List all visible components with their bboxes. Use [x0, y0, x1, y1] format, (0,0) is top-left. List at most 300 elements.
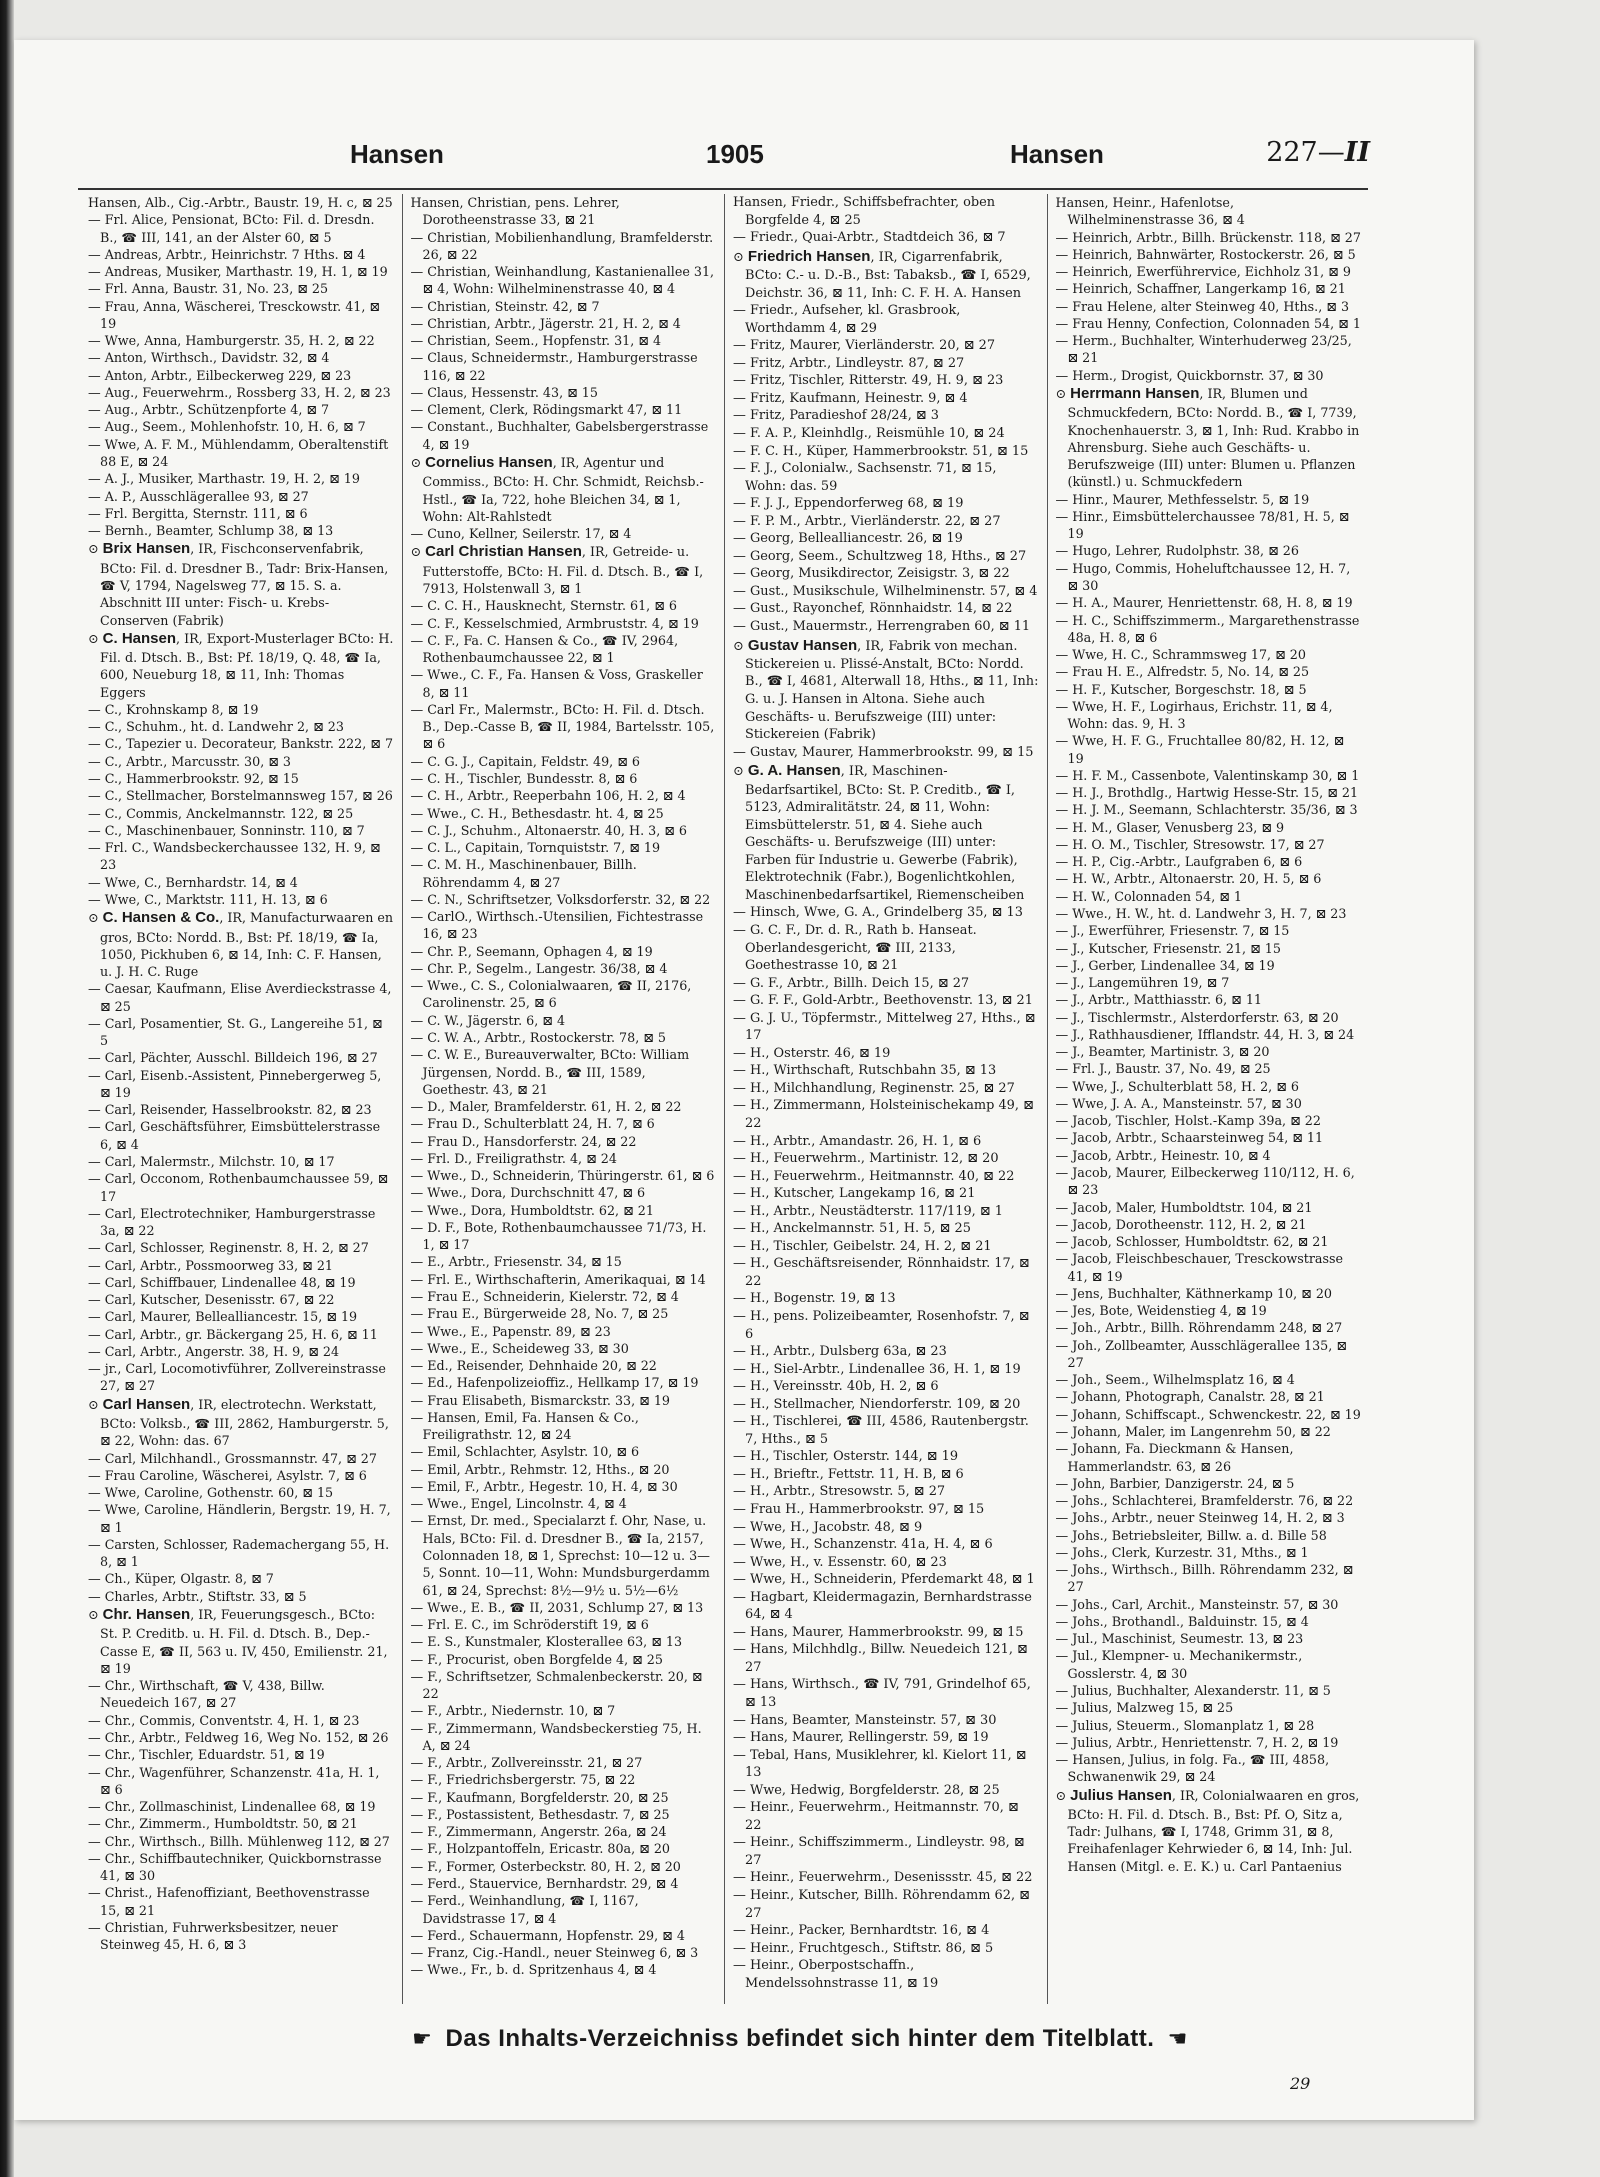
directory-entry: — Johann, Schiffscapt., Schwenckestr. 22, ⊠ 19 [1055, 1406, 1361, 1422]
directory-entry: — F., Arbtr., Zollvereinsstr. 21, ⊠ 27 [410, 1755, 643, 1771]
directory-entry: — Carl, Geschäftsführer, Eimsbüttelerstrasse 6, ⊠ 4 [88, 1119, 381, 1152]
directory-entry: — Fritz, Tischler, Ritterstr. 49, H. 9, ⊠ 23 [733, 373, 1004, 389]
directory-entry: — H., Tischler, Osterstr. 144, ⊠ 19 [733, 1449, 959, 1465]
directory-entry: — Carl Fr., Malermstr., BCto: H. Fil. d. Dtsch. B., Dep.-Casse B, ☎ II, 1984, Bartelsstr. 105, ⊠ 6 [410, 701, 715, 752]
directory-entry: — Anton, Wirthsch., Davidstr. 32, ⊠ 4 [88, 350, 330, 366]
directory-entry: — Carl, Arbtr., Angerstr. 38, H. 9, ⊠ 24 [88, 1343, 340, 1359]
directory-entry: — Friedr., Aufseher, kl. Grasbrook, Worthdamm 4, ⊠ 29 [733, 303, 961, 336]
directory-entry: — Heinr., Packer, Bernhardtstr. 16, ⊠ 4 [733, 1923, 990, 1939]
directory-entry: — C. J., Schuhm., Altonaerstr. 40, H. 3, ⊠ 6 [410, 822, 688, 838]
pointing-hand-right-icon: ☚ [1167, 2026, 1188, 2051]
directory-entry: — Johs., Carl, Archit., Mansteinstr. 57, ⊠ 30 [1055, 1596, 1339, 1612]
directory-entry: — Ernst, Dr. med., Specialarzt f. Ohr, Nase, u. Hals, BCto: Fil. d. Dresdner B., ☎ Ia, 2157, Colonnaden 18, ⊠ 1, Sprechst: 10—12 u. 3—5, Sonnt. 10—11, Wohn: Mundsburgerdamm 61, ⊠ 24, Sprechst: 8½—9½ u. 5½—6½ [410, 1513, 710, 1598]
directory-entry: — C. H., Tischler, Bundesstr. 8, ⊠ 6 [410, 771, 638, 787]
directory-entry: ⊙ C. Hansen & Co., IR, Manufacturwaaren en gros, BCto: Nordd. B., Bst: Pf. 18/19, ☎ Ia, 1050, Pickhuben 6, ⊠ 14, Inh: C. F. Hansen, u. J. H. C. Ruge [88, 909, 394, 980]
directory-entry: — J., Kutscher, Friesenstr. 21, ⊠ 15 [1055, 940, 1281, 956]
directory-entry: — A. J., Musiker, Marthastr. 19, H. 2, ⊠ 19 [88, 471, 360, 487]
directory-entry: — F., Postassistent, Bethesdastr. 7, ⊠ 25 [410, 1806, 670, 1822]
directory-entry: — H., Arbtr., Amandastr. 26, H. 1, ⊠ 6 [733, 1133, 982, 1149]
directory-entry: — Frau Henny, Confection, Colonnaden 54, ⊠ 1 [1055, 315, 1361, 331]
directory-entry: — Ferd., Weinhandlung, ☎ I, 1167, Davidstrasse 17, ⊠ 4 [410, 1893, 639, 1926]
directory-entry: — Hinsch, Wwe, G. A., Grindelberg 35, ⊠ 13 [733, 905, 1023, 921]
directory-entry: — Tebal, Hans, Musiklehrer, kl. Kielort 11, ⊠ 13 [733, 1747, 1027, 1781]
directory-entry: — Hans, Maurer, Rellingerstr. 59, ⊠ 19 [733, 1730, 989, 1746]
directory-entry: — H. C., Schiffszimmerm., Margarethenstrasse 48a, H. 8, ⊠ 6 [1055, 612, 1360, 645]
directory-entry: — H., Tischler, Geibelstr. 24, H. 2, ⊠ 21 [733, 1238, 992, 1254]
directory-entry: — C., Stellmacher, Borstelmannsweg 157, ⊠ 26 [88, 788, 393, 804]
directory-entry: — Christian, Arbtr., Jägerstr. 21, H. 2, ⊠ 4 [410, 315, 681, 331]
directory-entry: ⊙ Julius Hansen, IR, Colonialwaaren en gros, BCto: H. Fil. d. Dtsch. B., Bst: Pf. O, Sitz a, Tadr: Julhans, ☎ I, 1748, Grimm 31, ⊠ 8, Freihafenlager Kehrwieder 6, ⊠ 14, Inh: Jul. Hansen (Mitgl. e. E. K.) u. Carl Pantaenius [1055, 1786, 1360, 1874]
directory-entry: ⊙ Gustav Hansen, IR, Fabrik von mechan. Stickereien u. Plissé-Anstalt, BCto: Nordd. B., ☎ I, 4681, Alterwall 18, Hths., ⊠ 11, Inh: G. u. J. Hansen in Altona. Siehe auch Geschäfts- u. Berufszweige (III) unter: Stickereien (Fabrik) [733, 636, 1039, 743]
directory-entry: — Aug., Arbtr., Schützenpforte 4, ⊠ 7 [88, 402, 330, 418]
directory-entry: — Wwe, Hedwig, Borgfelderstr. 28, ⊠ 25 [733, 1782, 1000, 1798]
directory-entry: — F., Former, Osterbeckstr. 80, H. 2, ⊠ 20 [410, 1858, 681, 1874]
directory-entry: — jr., Carl, Locomotivführer, Zollvereinstrasse 27, ⊠ 27 [88, 1361, 386, 1394]
directory-entry: — Jacob, Arbtr., Schaarsteinweg 54, ⊠ 11 [1055, 1130, 1324, 1146]
page-header [350, 135, 1370, 175]
directory-entry: — Fritz, Kaufmann, Heinestr. 9, ⊠ 4 [733, 390, 968, 406]
directory-entry: — Johs., Clerk, Kurzestr. 31, Mths., ⊠ 1 [1055, 1544, 1309, 1560]
directory-entry: ⊙ Cornelius Hansen, IR, Agentur und Commiss., BCto: H. Chr. Schmidt, Reichsb.-Hstl., ☎ Ia, 722, hohe Bleichen 34, ⊠ 1, Wohn: Alt-Rahlstedt [410, 453, 704, 524]
directory-entry: — F. P. M., Arbtr., Vierländerstr. 22, ⊠ 27 [733, 513, 1001, 529]
directory-entry: — Chr. P., Seemann, Ophagen 4, ⊠ 19 [410, 943, 653, 959]
directory-entry: — Charles, Arbtr., Stiftstr. 33, ⊠ 5 [88, 1588, 307, 1604]
directory-entry: — Jes, Bote, Weidenstieg 4, ⊠ 19 [1055, 1303, 1267, 1319]
directory-entry: — Frl. Anna, Baustr. 31, No. 23, ⊠ 25 [88, 281, 329, 297]
directory-entry: — Wwe., C. S., Colonialwaaren, ☎ II, 2176, Carolinenstr. 25, ⊠ 6 [410, 978, 692, 1011]
directory-entry: — Chr., Wirthschaft, ☎ V, 438, Billw. Neuedeich 167, ⊠ 27 [88, 1678, 325, 1711]
directory-entry: — Hugo, Lehrer, Rudolphstr. 38, ⊠ 26 [1055, 543, 1299, 559]
directory-entry: — H. J. M., Seemann, Schlachterstr. 35/36, ⊠ 3 [1055, 802, 1358, 818]
directory-entry: — J., Beamter, Martinistr. 3, ⊠ 20 [1055, 1044, 1270, 1060]
directory-entry: — Wwe., Dora, Durchschnitt 47, ⊠ 6 [410, 1185, 646, 1201]
directory-entry: — H. J., Brothdlg., Hartwig Hesse-Str. 15, ⊠ 21 [1055, 785, 1359, 801]
directory-entry: — Jacob, Maler, Humboldtstr. 104, ⊠ 21 [1055, 1199, 1313, 1215]
directory-entry: — Julius, Arbtr., Henriettenstr. 7, H. 2, ⊠ 19 [1055, 1734, 1339, 1750]
directory-entry: — Wwe., E., Papenstr. 89, ⊠ 23 [410, 1323, 611, 1339]
directory-entry: — Christian, Weinhandlung, Kastanienallee 31, ⊠ 4, Wohn: Wilhelminenstrasse 40, ⊠ 4 [410, 264, 715, 297]
column-3 [725, 194, 1048, 2004]
directory-entry: — Carl, Arbtr., Possmoorweg 33, ⊠ 21 [88, 1257, 333, 1273]
directory-entry: — Wwe., C. H., Bethesdastr. ht. 4, ⊠ 25 [410, 805, 664, 821]
directory-entry: — C., Krohnskamp 8, ⊠ 19 [88, 701, 259, 717]
directory-entry: — F., Schriftsetzer, Schmalenbeckerstr. 20, ⊠ 22 [410, 1668, 703, 1702]
directory-entry: — Johann, Photograph, Canalstr. 28, ⊠ 21 [1055, 1389, 1325, 1405]
directory-entry: — Heinr., Fruchtgesch., Stiftstr. 86, ⊠ 5 [733, 1940, 994, 1956]
directory-entry: — C. M. H., Maschinenbauer, Billh. Röhrendamm 4, ⊠ 27 [410, 857, 637, 890]
directory-entry: — H. W., Colonnaden 54, ⊠ 1 [1055, 888, 1243, 904]
directory-entry: — H. W., Arbtr., Altonaerstr. 20, H. 5, ⊠ 6 [1055, 871, 1322, 887]
directory-entry: — Hugo, Commis, Hoheluftchaussee 12, H. 7, ⊠ 30 [1055, 560, 1351, 593]
directory-columns [80, 194, 1370, 2004]
directory-entry: — Jacob, Maurer, Eilbeckerweg 110/112, H. 6, ⊠ 23 [1055, 1165, 1355, 1198]
directory-entry: — C. F., Kesselschmied, Armbruststr. 4, ⊠ 19 [410, 615, 699, 631]
directory-entry: — Joh., Zollbeamter, Ausschlägerallee 135, ⊠ 27 [1055, 1337, 1347, 1370]
page-number: 227—II [1266, 137, 1370, 168]
directory-entry: — Clement, Clerk, Rödingsmarkt 47, ⊠ 11 [410, 402, 683, 418]
directory-entry: ⊙ Carl Christian Hansen, IR, Getreide- u. Futterstoffe, BCto: H. Fil. d. Dtsch. B., ☎ I, 7913, Holstenwall 3, ⊠ 1 [410, 543, 704, 597]
directory-entry: — Johs., Brothandl., Balduinstr. 15, ⊠ 4 [1055, 1613, 1309, 1629]
directory-entry: — D. F., Bote, Rothenbaumchaussee 71/73, H. 1, ⊠ 17 [410, 1219, 707, 1253]
directory-entry: — Carl, Occonom, Rothenbaumchaussee 59, ⊠ 17 [88, 1171, 389, 1204]
directory-entry: — C. F., Fa. C. Hansen & Co., ☎ IV, 2964, Rothenbaumchaussee 22, ⊠ 1 [410, 632, 679, 666]
directory-entry: — J., Ewerführer, Friesenstr. 7, ⊠ 15 [1055, 923, 1290, 939]
directory-entry: — C., Arbtr., Marcusstr. 30, ⊠ 3 [88, 753, 291, 769]
directory-entry: Hansen, Friedr., Schiffsbefrachter, oben Borgfelde 4, ⊠ 25 [733, 195, 996, 228]
directory-entry: — Heinr., Feuerwehrm., Heitmannstr. 70, ⊠ 22 [733, 1800, 1019, 1833]
directory-entry: — Aug., Seem., Mohlenhofstr. 10, H. 6, ⊠ 7 [88, 419, 366, 435]
directory-entry: — Jens, Buchhalter, Käthnerkamp 10, ⊠ 20 [1055, 1285, 1332, 1301]
pointing-hand-left-icon: ☛ [412, 2026, 433, 2051]
directory-entry: — Fritz, Maurer, Vierländerstr. 20, ⊠ 27 [733, 338, 996, 354]
directory-entry: — Wwe, J., Schulterblatt 58, H. 2, ⊠ 6 [1055, 1078, 1299, 1094]
directory-entry: — Carl, Milchhandl., Grossmannstr. 47, ⊠ 27 [88, 1450, 377, 1466]
directory-entry: — Carl, Malermstr., Milchstr. 10, ⊠ 17 [88, 1153, 335, 1169]
directory-entry: — Georg, Musikdirector, Zeisigstr. 3, ⊠ 22 [733, 566, 1010, 582]
directory-entry: — Wwe., E., Scheideweg 33, ⊠ 30 [410, 1340, 629, 1356]
directory-entry: — H. M., Glaser, Venusberg 23, ⊠ 9 [1055, 819, 1285, 835]
directory-entry: — Bernh., Beamter, Schlump 38, ⊠ 13 [88, 523, 334, 539]
directory-entry: — Johann, Maler, im Langenrehm 50, ⊠ 22 [1055, 1423, 1331, 1439]
directory-entry: — C., Maschinenbauer, Sonninstr. 110, ⊠ 7 [88, 822, 365, 838]
directory-entry: — Johs., Arbtr., neuer Steinweg 14, H. 2, ⊠ 3 [1055, 1510, 1345, 1526]
directory-entry: — H., Wirthschaft, Rutschbahn 35, ⊠ 13 [733, 1063, 997, 1079]
header-rule [78, 188, 1368, 190]
directory-entry: — Jacob, Fleischbeschauer, Tresckowstrasse 41, ⊠ 19 [1055, 1251, 1344, 1284]
directory-entry: — Joh., Seem., Wilhelmsplatz 16, ⊠ 4 [1055, 1372, 1295, 1388]
directory-entry: — Carl, Schiffbauer, Lindenallee 48, ⊠ 19 [88, 1274, 356, 1290]
directory-entry: — Heinrich, Ewerführervice, Eichholz 31, ⊠ 9 [1055, 264, 1351, 280]
directory-entry: — Wwe, H. F., Logirhaus, Erichstr. 11, ⊠ 4, Wohn: das. 9, H. 3 [1055, 698, 1333, 732]
directory-entry: — Jacob, Dorotheenstr. 112, H. 2, ⊠ 21 [1055, 1216, 1307, 1232]
directory-entry: — Herm., Buchhalter, Winterhuderweg 23/25, ⊠ 21 [1055, 333, 1352, 366]
directory-entry: — Emil, Arbtr., Rehmstr. 12, Hths., ⊠ 20 [410, 1461, 670, 1477]
directory-entry: — Heinr., Feuerwehrm., Desenissstr. 45, ⊠ 22 [733, 1870, 1033, 1886]
directory-entry: — H., pens. Polizeibeamter, Rosenhofstr. 7, ⊠ 6 [733, 1308, 1030, 1342]
directory-entry: — H., Geschäftsreisender, Rönnhaidstr. 17, ⊠ 22 [733, 1256, 1030, 1289]
directory-entry: — H., Arbtr., Dulsberg 63a, ⊠ 23 [733, 1344, 947, 1360]
directory-entry: — H., Vereinsstr. 40b, H. 2, ⊠ 6 [733, 1379, 939, 1395]
directory-entry: ⊙ Chr. Hansen, IR, Feuerungsgesch., BCto: St. P. Creditb. u. H. Fil. d. Dtsch. B., Dep.-Casse E, ☎ II, 563 u. IV, 450, Emilienstr. 21, ⊠ 19 [88, 1606, 388, 1676]
directory-entry: — Christian, Fuhrwerksbesitzer, neuer Steinweg 45, H. 6, ⊠ 3 [88, 1919, 338, 1953]
directory-entry: — Frl. C., Wandsbeckerchaussee 132, H. 9, ⊠ 23 [88, 840, 381, 873]
directory-entry: — Wwe, H., Jacobstr. 48, ⊠ 9 [733, 1519, 923, 1535]
header-left-name: Hansen [350, 139, 444, 169]
directory-entry: — G. C. F., Dr. d. R., Rath b. Hanseat. Oberlandesgericht, ☎ III, 2133, Goethestrasse 10, ⊠ 21 [733, 922, 977, 974]
directory-entry: ⊙ G. A. Hansen, IR, Maschinen-Bedarfsartikel, BCto: St. P. Creditb., ☎ I, 5123, Admiralitätstr. 24, ⊠ 11, Wohn: Eimsbüttelerstr. 51, ⊠ 4. Siehe auch Geschäfts- u. Berufszweige (III) unter: Farben für Industrie u. Gewerbe (Fabrik), Elektrotechnik (Fabr.), Bogenlichtkohlen, Maschinenbedarfsartikel, Riemenscheiben [733, 762, 1025, 903]
directory-entry: — Aug., Feuerwehrm., Rossberg 33, H. 2, ⊠ 23 [88, 384, 391, 400]
directory-entry: — Hans, Beamter, Mansteinstr. 57, ⊠ 30 [733, 1712, 997, 1728]
header-right-name: Hansen [1010, 139, 1104, 169]
directory-entry: — Franz, Cig.-Handl., neuer Steinweg 6, ⊠ 3 [410, 1945, 699, 1961]
directory-entry: — Claus, Hessenstr. 43, ⊠ 15 [410, 384, 598, 400]
directory-entry: — Frau H. E., Alfredstr. 5, No. 14, ⊠ 25 [1055, 664, 1310, 680]
directory-entry: — Jul., Maschinist, Seumestr. 13, ⊠ 23 [1055, 1631, 1304, 1647]
directory-entry: — Jacob, Arbtr., Heinestr. 10, ⊠ 4 [1055, 1147, 1271, 1163]
directory-entry: — Chr., Zollmaschinist, Lindenallee 68, ⊠ 19 [88, 1799, 376, 1815]
directory-entry: — Frau Caroline, Wäscherei, Asylstr. 7, ⊠ 6 [88, 1467, 367, 1483]
directory-entry: — C., Schuhm., ht. d. Landwehr 2, ⊠ 23 [88, 719, 344, 735]
directory-entry: — Christian, Seem., Hopfenstr. 31, ⊠ 4 [410, 333, 662, 349]
column-4 [1048, 194, 1371, 2004]
directory-entry: — Chr., Arbtr., Feldweg 16, Weg No. 152, ⊠ 26 [88, 1730, 389, 1745]
directory-entry: — Herm., Drogist, Quickbornstr. 37, ⊠ 30 [1055, 367, 1324, 383]
directory-entry: — Chr., Tischler, Eduardstr. 51, ⊠ 19 [88, 1747, 325, 1763]
directory-entry: — F., Friedrichsbergerstr. 75, ⊠ 22 [410, 1772, 636, 1788]
directory-entry: — F., Arbtr., Niedernstr. 10, ⊠ 7 [410, 1703, 616, 1719]
directory-entry: — C. L., Capitain, Tornquiststr. 7, ⊠ 19 [410, 840, 661, 856]
directory-entry: — Heinr., Schiffszimmerm., Lindleystr. 98, ⊠ 27 [733, 1835, 1025, 1868]
directory-entry: — Wwe, H., Schanzenstr. 41a, H. 4, ⊠ 6 [733, 1537, 993, 1553]
directory-entry: — C. H., Arbtr., Reeperbahn 106, H. 2, ⊠ 4 [410, 788, 686, 804]
directory-entry: — Andreas, Arbtr., Heinrichstr. 7 Hths. ⊠ 4 [88, 246, 366, 262]
directory-entry: — H. O. M., Tischler, Stresowstr. 17, ⊠ 27 [1055, 836, 1325, 852]
directory-entry: — H. F. M., Cassenbote, Valentinskamp 30, ⊠ 1 [1055, 767, 1360, 783]
directory-entry: — C. G. J., Capitain, Feldstr. 49, ⊠ 6 [410, 753, 640, 769]
directory-entry: — Chr., Zimmerm., Humboldtstr. 50, ⊠ 21 [88, 1816, 358, 1832]
directory-entry: — Wwe., C. F., Fa. Hansen & Voss, Graskeller 8, ⊠ 11 [410, 667, 703, 700]
directory-entry: ⊙ C. Hansen, IR, Export-Musterlager BCto: H. Fil. d. Dtsch. B., Bst: Pf. 18/19, Q. 48, ☎ Ia, 600, Neueburg 18, ⊠ 11, Inh: Thomas Eggers [88, 629, 394, 700]
directory-entry: — Andreas, Musiker, Marthastr. 19, H. 1, ⊠ 19 [88, 264, 388, 280]
directory-entry: — Johs., Wirthsch., Billh. Röhrendamm 232, ⊠ 27 [1055, 1562, 1354, 1595]
directory-entry: — John, Barbier, Danzigerstr. 24, ⊠ 5 [1055, 1475, 1295, 1491]
directory-entry: — Wwe., H. W., ht. d. Landwehr 3, H. 7, ⊠ 23 [1055, 906, 1347, 922]
directory-entry: — Gust., Rayonchef, Rönnhaidstr. 14, ⊠ 22 [733, 601, 1013, 617]
directory-entry: — Friedr., Quai-Arbtr., Stadtdeich 36, ⊠ 7 [733, 230, 1006, 246]
directory-entry: — Carl, Maurer, Bellealliancestr. 15, ⊠ 19 [88, 1309, 358, 1325]
directory-entry: — Hinr., Maurer, Methfesselstr. 5, ⊠ 19 [1055, 491, 1310, 507]
book-binding-edge [0, 0, 14, 2177]
directory-entry: — H., Feuerwehrm., Martinistr. 12, ⊠ 20 [733, 1151, 999, 1167]
directory-entry: — Wwe, H. F. G., Fruchtallee 80/82, H. 12, ⊠ 19 [1055, 733, 1345, 766]
directory-entry: — Ferd., Stauervice, Bernhardstr. 29, ⊠ 4 [410, 1876, 679, 1892]
directory-entry: — Fritz, Arbtr., Lindleystr. 87, ⊠ 27 [733, 355, 965, 371]
directory-entry: — Frau E., Schneiderin, Kielerstr. 72, ⊠ 4 [410, 1288, 679, 1304]
directory-entry: — F. J. J., Eppendorferweg 68, ⊠ 19 [733, 496, 964, 512]
directory-entry: — J., Rathhausdiener, Ifflandstr. 44, H. 3, ⊠ 24 [1055, 1026, 1355, 1042]
directory-entry: — C. C. H., Hausknecht, Sternstr. 61, ⊠ 6 [410, 598, 677, 614]
directory-entry: Hansen, Heinr., Hafenlotse, Wilhelminenstrasse 36, ⊠ 4 [1055, 195, 1245, 228]
directory-entry: — Chr., Schiffbautechniker, Quickbornstrasse 41, ⊠ 30 [88, 1850, 382, 1884]
directory-entry: ⊙ Herrmann Hansen, IR, Blumen und Schmuckfedern, BCto: Nordd. B., ☎ I, 7739, Knochenhauerstr. 3, ⊠ 1, Inh: Rud. Krabbo in Ahrensburg. Siehe auch Geschäfts- u. Berufszweige (III) unter: Blumen u. Pflanzen (künstl.) u. Schmuckfedern [1055, 384, 1360, 490]
directory-entry: — Ed., Hafenpolizeioffiz., Hellkamp 17, ⊠ 19 [410, 1375, 699, 1391]
directory-entry: — Hansen, Emil, Fa. Hansen & Co., Freiligrathstr. 12, ⊠ 24 [410, 1409, 639, 1443]
directory-entry: — Heinrich, Bahnwärter, Rostockerstr. 26, ⊠ 5 [1055, 246, 1356, 262]
directory-entry: — Johs., Betriebsleiter, Billw. a. d. Bille 58 [1055, 1527, 1327, 1543]
directory-entry: — Jul., Klempner- u. Mechanikermstr., Gosslerstr. 4, ⊠ 30 [1055, 1648, 1303, 1681]
directory-entry: — Johann, Fa. Dieckmann & Hansen, Hammerlandstr. 63, ⊠ 26 [1055, 1441, 1294, 1474]
directory-entry: — Wwe., Dora, Humboldtstr. 62, ⊠ 21 [410, 1202, 654, 1218]
header-year: 1905 [706, 139, 764, 169]
directory-entry: — Wwe, H., Schneiderin, Pferdemarkt 48, ⊠ 1 [733, 1572, 1035, 1588]
directory-entry: — Wwe., E. B., ☎ II, 2031, Schlump 27, ⊠ 13 [410, 1599, 704, 1615]
directory-entry: — Frl. Alice, Pensionat, BCto: Fil. d. Dresdn. B., ☎ III, 141, an der Alster 60, ⊠ 5 [88, 212, 375, 245]
directory-entry: — H., Arbtr., Stresowstr. 5, ⊠ 27 [733, 1484, 946, 1500]
directory-entry: — Chr., Commis, Conventstr. 4, H. 1, ⊠ 23 [88, 1712, 360, 1728]
directory-entry: — Frau D., Hansdorferstr. 24, ⊠ 22 [410, 1133, 637, 1149]
directory-entry: — Jacob, Schlosser, Humboldtstr. 62, ⊠ 21 [1055, 1234, 1329, 1250]
directory-entry: — Caesar, Kaufmann, Elise Averdieckstrasse 4, ⊠ 25 [88, 981, 392, 1014]
directory-entry: — Emil, Schlachter, Asylstr. 10, ⊠ 6 [410, 1444, 640, 1460]
directory-entry: — CarlO., Wirthsch.-Utensilien, Fichtestrasse 16, ⊠ 23 [410, 909, 704, 942]
directory-entry: — Frl. D., Freiligrathstr. 4, ⊠ 24 [410, 1150, 617, 1166]
directory-entry: — Christian, Mobilienhandlung, Bramfelderstr. 26, ⊠ 22 [410, 229, 714, 262]
directory-entry: Hansen, Christian, pens. Lehrer, Dorotheenstrasse 33, ⊠ 21 [410, 195, 620, 228]
directory-entry: — Wwe, H. C., Schrammsweg 17, ⊠ 20 [1055, 647, 1306, 663]
directory-entry: — Frau H., Hammerbrookstr. 97, ⊠ 15 [733, 1502, 985, 1517]
directory-entry: — Carl, Pächter, Ausschl. Billdeich 196, ⊠ 27 [88, 1050, 378, 1066]
directory-entry: — Carl, Reisender, Hasselbrookstr. 82, ⊠ 23 [88, 1102, 372, 1118]
directory-entry: — D., Maler, Bramfelderstr. 61, H. 2, ⊠ 22 [410, 1099, 682, 1115]
directory-entry: — Hansen, Julius, in folg. Fa., ☎ III, 4858, Schwanenwik 29, ⊠ 24 [1055, 1752, 1330, 1785]
directory-entry: — E. S., Kunstmaler, Klosterallee 63, ⊠ 13 [410, 1634, 683, 1650]
directory-entry: — F., Zimmermann, Angerstr. 26a, ⊠ 24 [410, 1824, 667, 1840]
directory-entry: — Frl. E., Wirthschafterin, Amerikaquai, ⊠ 14 [410, 1271, 706, 1287]
directory-entry: — Chr., Wagenführer, Schanzenstr. 41a, H. 1, ⊠ 6 [88, 1764, 380, 1797]
directory-entry: — C., Tapezier u. Decorateur, Bankstr. 222, ⊠ 7 [88, 736, 394, 752]
directory-entry: — C., Hammerbrookstr. 92, ⊠ 15 [88, 771, 299, 787]
directory-entry: ⊙ Brix Hansen, IR, Fischconservenfabrik, BCto: Fil. d. Dresdner B., Tadr: Brix-Hansen, ☎ V, 1794, Nagelsweg 77, ⊠ 15. S. a. Abschnitt III unter: Fisch- u. Krebs-Conserven (Fabrik) [88, 540, 389, 628]
directory-entry: — Wwe, Caroline, Händlerin, Bergstr. 19, H. 7, ⊠ 1 [88, 1502, 391, 1535]
directory-entry: — Heinrich, Arbtr., Billh. Brückenstr. 118, ⊠ 27 [1055, 229, 1361, 245]
directory-entry: — G. F., Arbtr., Billh. Deich 15, ⊠ 27 [733, 975, 970, 991]
directory-entry: — C. W. A., Arbtr., Rostockerstr. 78, ⊠ 5 [410, 1030, 667, 1045]
directory-entry: — Johs., Schlachterei, Bramfelderstr. 76, ⊠ 22 [1055, 1493, 1354, 1509]
directory-entry: — Joh., Arbtr., Billh. Röhrendamm 248, ⊠ 27 [1055, 1320, 1343, 1336]
directory-entry: — Hans, Maurer, Hammerbrookstr. 99, ⊠ 15 [733, 1624, 1024, 1640]
directory-entry: — Wwe, Anna, Hamburgerstr. 35, H. 2, ⊠ 22 [88, 333, 375, 349]
signature-mark: 29 [1290, 2074, 1311, 2093]
directory-entry: — Georg, Bellealliancestr. 26, ⊠ 19 [733, 531, 963, 547]
directory-entry: — Carl, Arbtr., gr. Bäckergang 25, H. 6, ⊠ 11 [88, 1326, 378, 1342]
directory-entry: — Wwe, C., Bernhardstr. 14, ⊠ 4 [88, 874, 298, 890]
directory-entry: ⊙ Carl Hansen, IR, electrotechn. Werkstatt, BCto: Volksb., ☎ III, 2862, Hamburgerstr. 5, ⊠ 22, Wohn: das. 67 [88, 1395, 389, 1449]
directory-entry: — Carl, Eisenb.-Assistent, Pinnebergerweg 5, ⊠ 19 [88, 1067, 382, 1100]
directory-entry: — G. F. F., Gold-Arbtr., Beethovenstr. 13, ⊠ 21 [733, 993, 1033, 1009]
directory-entry: — H., Bogenstr. 19, ⊠ 13 [733, 1291, 896, 1307]
directory-entry: — H., Osterstr. 46, ⊠ 19 [733, 1045, 891, 1061]
directory-entry: — H., Kutscher, Langekamp 16, ⊠ 21 [733, 1186, 976, 1202]
directory-entry: ⊙ Friedrich Hansen, IR, Cigarrenfabrik, BCto: C.- u. D.-B., Bst: Tabaksb., ☎ I, 6529, Deichstr. 36, ⊠ 11, Inh: C. F. H. A. Hansen [733, 247, 1031, 301]
directory-entry: — H., Arbtr., Neustädterstr. 117/119, ⊠ 1 [733, 1203, 1003, 1219]
directory-entry: — H., Tischlerei, ☎ III, 4586, Rautenbergstr. 7, Hths., ⊠ 5 [733, 1414, 1029, 1447]
directory-entry: — E., Arbtr., Friesenstr. 34, ⊠ 15 [410, 1254, 622, 1270]
column-2 [403, 194, 726, 2004]
directory-entry: — Gustav, Maurer, Hammerbrookstr. 99, ⊠ 15 [733, 744, 1034, 760]
directory-entry: — Constant., Buchhalter, Gabelsbergerstrasse 4, ⊠ 19 [410, 419, 709, 452]
directory-entry: — F., Holzpantoffeln, Ericastr. 80a, ⊠ 20 [410, 1841, 670, 1857]
directory-entry: — Gust., Musikschule, Wilhelminenstr. 57, ⊠ 4 [733, 583, 1038, 599]
directory-entry: — Hagbart, Kleidermagazin, Bernhardstrasse 64, ⊠ 4 [733, 1589, 1032, 1623]
directory-entry: — H. A., Maurer, Henriettenstr. 68, H. 8, ⊠ 19 [1055, 595, 1353, 611]
directory-entry: — Ch., Küper, Olgastr. 8, ⊠ 7 [88, 1571, 274, 1587]
directory-entry: — Chr. P., Segelm., Langestr. 36/38, ⊠ 4 [410, 960, 668, 976]
directory-entry: — H., Feuerwehrm., Heitmannstr. 40, ⊠ 22 [733, 1168, 1015, 1184]
directory-entry: — A. P., Ausschlägerallee 93, ⊠ 27 [88, 488, 309, 504]
directory-entry: — Frl. E. C., im Schröderstift 19, ⊠ 6 [410, 1617, 649, 1633]
directory-entry: — Hans, Milchhdlg., Billw. Neuedeich 121, ⊠ 27 [733, 1642, 1028, 1675]
directory-entry: — Heinr., Kutscher, Billh. Röhrendamm 62, ⊠ 27 [733, 1888, 1030, 1921]
directory-entry: — Heinrich, Schaffner, Langerkamp 16, ⊠ 21 [1055, 281, 1346, 297]
directory-entry: — Ed., Reisender, Dehnhaide 20, ⊠ 22 [410, 1358, 657, 1374]
directory-entry: — Wwe., Fr., b. d. Spritzenhaus 4, ⊠ 4 [410, 1962, 657, 1978]
directory-entry: — J., Tischlermstr., Alsterdorferstr. 63, ⊠ 20 [1055, 1009, 1339, 1025]
directory-entry: — Frau E., Bürgerweide 28, No. 7, ⊠ 25 [410, 1306, 669, 1322]
directory-entry: — Julius, Malzweg 15, ⊠ 25 [1055, 1700, 1234, 1716]
directory-entry: — Hinr., Eimsbüttelerchaussee 78/81, H. 5, ⊠ 19 [1055, 508, 1350, 542]
directory-entry: — Christian, Steinstr. 42, ⊠ 7 [410, 298, 600, 314]
footer-notice-text: Das Inhalts-Verzeichniss befindet sich hinter dem Titelblatt. [445, 2025, 1155, 2052]
directory-entry: — Frau Helene, alter Steinweg 40, Hths., ⊠ 3 [1055, 298, 1350, 314]
directory-entry: — Frl. J., Baustr. 37, No. 49, ⊠ 25 [1055, 1061, 1271, 1077]
directory-entry: — F. J., Colonialw., Sachsenstr. 71, ⊠ 15, Wohn: das. 59 [733, 461, 997, 494]
directory-entry: — J., Gerber, Lindenallee 34, ⊠ 19 [1055, 957, 1275, 973]
directory-entry: — Julius, Steuerm., Slomanplatz 1, ⊠ 28 [1055, 1717, 1315, 1733]
directory-entry: Hansen, Alb., Cig.-Arbtr., Baustr. 19, H. c, ⊠ 25 [88, 195, 393, 210]
directory-entry: — Wwe, C., Marktstr. 111, H. 13, ⊠ 6 [88, 891, 328, 907]
directory-entry: — Frau Elisabeth, Bismarckstr. 33, ⊠ 19 [410, 1392, 670, 1408]
directory-entry: — C. W., Jägerstr. 6, ⊠ 4 [410, 1012, 566, 1028]
directory-entry: — Christ., Hafenoffiziant, Beethovenstrasse 15, ⊠ 21 [88, 1885, 370, 1918]
directory-entry: — Frau, Anna, Wäscherei, Tresckowstr. 41, ⊠ 19 [88, 298, 381, 331]
directory-entry: — C., Commis, Anckelmannstr. 122, ⊠ 25 [88, 805, 354, 821]
directory-entry: — J., Arbtr., Matthiasstr. 6, ⊠ 11 [1055, 992, 1262, 1008]
directory-entry: — Gust., Mauermstr., Herrengraben 60, ⊠ 11 [733, 618, 1031, 634]
directory-entry: — Wwe, J. A. A., Mansteinstr. 57, ⊠ 30 [1055, 1095, 1302, 1111]
directory-entry: — F. C. H., Küper, Hammerbrookstr. 51, ⊠ 15 [733, 443, 1029, 459]
directory-entry: — Chr., Wirthsch., Billh. Mühlenweg 112, ⊠ 27 [88, 1833, 390, 1849]
directory-entry: — F., Zimmermann, Wandsbeckerstieg 75, H. A, ⊠ 24 [410, 1720, 702, 1753]
directory-entry: — Georg, Seem., Schultzweg 18, Hths., ⊠ 27 [733, 548, 1027, 564]
directory-entry: — J., Langemühren 19, ⊠ 7 [1055, 975, 1230, 991]
directory-entry: — Anton, Arbtr., Eilbeckerweg 229, ⊠ 23 [88, 367, 352, 383]
directory-entry: — G. J. U., Töpfermstr., Mittelweg 27, Hths., ⊠ 17 [733, 1010, 1036, 1044]
directory-entry: — Hans, Wirthsch., ☎ IV, 791, Grindelhof 65, ⊠ 13 [733, 1677, 1031, 1711]
directory-entry: — Wwe., Engel, Lincolnstr. 4, ⊠ 4 [410, 1496, 627, 1512]
directory-entry: — Frau D., Schulterblatt 24, H. 7, ⊠ 6 [410, 1116, 655, 1132]
directory-entry: — H., Stellmacher, Niendorferstr. 109, ⊠ 20 [733, 1396, 1021, 1412]
directory-entry: — Emil, F., Arbtr., Hegestr. 10, H. 4, ⊠ 30 [410, 1478, 678, 1494]
directory-entry: — Frl. Bergitta, Sternstr. 111, ⊠ 6 [88, 505, 308, 521]
footer-notice [350, 2025, 1250, 2061]
directory-entry: — H., Milchhandlung, Reginenstr. 25, ⊠ 27 [733, 1080, 1015, 1096]
directory-entry: — F. A. P., Kleinhdlg., Reismühle 10, ⊠ 24 [733, 425, 1005, 441]
directory-entry: — Carl, Kutscher, Desenisstr. 67, ⊠ 22 [88, 1292, 335, 1308]
directory-entry: — H., Brieftr., Fettstr. 11, H. B, ⊠ 6 [733, 1466, 964, 1482]
directory-entry: — Wwe., D., Schneiderin, Thüringerstr. 61, ⊠ 6 [410, 1168, 715, 1184]
directory-entry: — Wwe, Caroline, Gothenstr. 60, ⊠ 15 [88, 1485, 334, 1501]
directory-entry: — Jacob, Tischler, Holst.-Kamp 39a, ⊠ 22 [1055, 1113, 1321, 1129]
directory-entry: — F., Procurist, oben Borgfelde 4, ⊠ 25 [410, 1651, 663, 1667]
directory-entry: — Claus, Schneidermstr., Hamburgerstrasse 116, ⊠ 22 [410, 350, 698, 383]
directory-entry: — Wwe, A. F. M., Mühlendamm, Oberaltenstift 88 E, ⊠ 24 [88, 436, 389, 469]
directory-entry: — Carl, Schlosser, Reginenstr. 8, H. 2, ⊠ 27 [88, 1240, 369, 1256]
column-1 [80, 194, 403, 2004]
directory-entry: — H. P., Cig.-Arbtr., Laufgraben 6, ⊠ 6 [1055, 854, 1303, 870]
directory-entry: — Heinr., Oberpostschaffn., Mendelssohnstrasse 11, ⊠ 19 [733, 1958, 939, 1991]
directory-entry: — H., Anckelmannstr. 51, H. 5, ⊠ 25 [733, 1221, 971, 1237]
directory-entry: — Carl, Electrotechniker, Hamburgerstrasse 3a, ⊠ 22 [88, 1205, 376, 1239]
directory-entry: — Julius, Buchhalter, Alexanderstr. 11, ⊠ 5 [1055, 1682, 1331, 1698]
directory-entry: — H., Zimmermann, Holsteinischekamp 49, ⊠ 22 [733, 1098, 1034, 1131]
directory-entry: — Fritz, Paradieshof 28/24, ⊠ 3 [733, 408, 940, 424]
directory-entry: — H., Siel-Arbtr., Lindenallee 36, H. 1, ⊠ 19 [733, 1361, 1021, 1377]
directory-entry: — Wwe, H., v. Essenstr. 60, ⊠ 23 [733, 1554, 947, 1570]
directory-entry: — C. W. E., Bureauverwalter, BCto: William Jürgensen, Nordd. B., ☎ III, 1589, Goethestr. 43, ⊠ 21 [410, 1047, 690, 1097]
directory-entry: — C. N., Schriftsetzer, Volksdorferstr. 32, ⊠ 22 [410, 891, 711, 907]
directory-entry: — F., Kaufmann, Borgfelderstr. 20, ⊠ 25 [410, 1789, 669, 1805]
directory-entry: — Ferd., Schauermann, Hopfenstr. 29, ⊠ 4 [410, 1927, 685, 1943]
